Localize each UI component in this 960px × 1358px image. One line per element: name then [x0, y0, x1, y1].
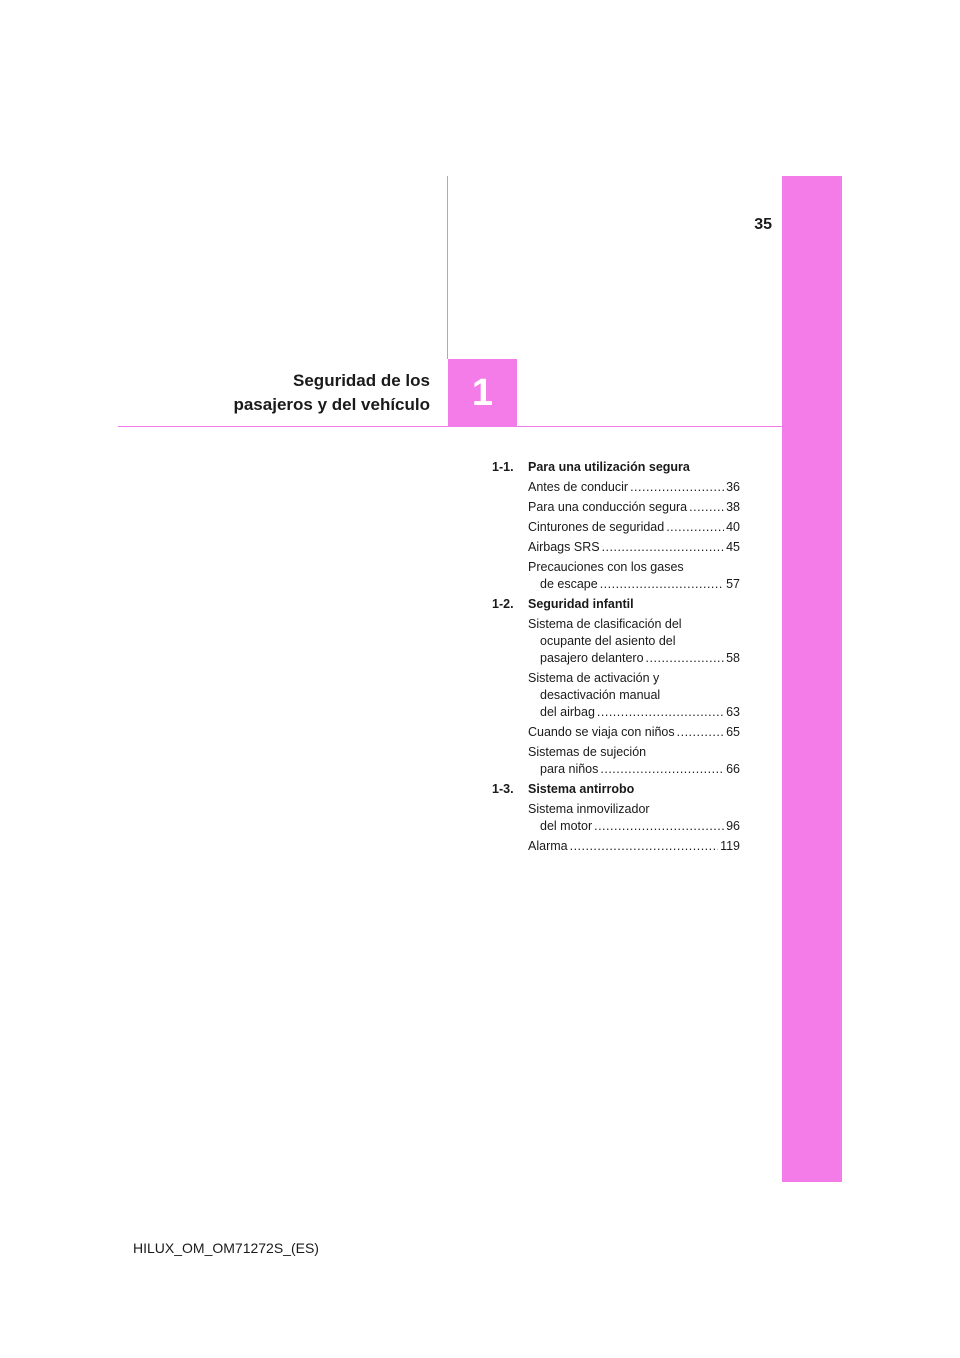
toc-page-number: 57: [726, 577, 740, 591]
toc-entry-text: pasajero delantero: [540, 651, 644, 665]
toc-entry-text: Airbags SRS: [528, 540, 600, 554]
toc-entry-text: para niños: [540, 762, 599, 776]
toc-entry[interactable]: [528, 744, 740, 778]
toc-dot-leader: [594, 818, 724, 835]
toc-entry-text: desactivación manual: [540, 688, 661, 702]
toc-section-title[interactable]: Sistema antirrobo: [528, 782, 635, 796]
toc-entry-row: [528, 519, 740, 536]
toc-entry-row: [528, 761, 740, 778]
toc-entry[interactable]: [528, 801, 740, 835]
chapter-title-line: Seguridad de los: [293, 371, 430, 390]
chapter-number: 1: [471, 371, 494, 414]
toc-entry-text: del motor: [540, 819, 593, 833]
toc-section-number: 1-1.: [492, 460, 514, 474]
toc-entry[interactable]: [528, 838, 740, 855]
toc-entry-row: [528, 479, 740, 496]
toc-page-number: 119: [720, 839, 740, 853]
toc-entry-row: [528, 818, 740, 835]
toc-entry[interactable]: [528, 670, 740, 721]
toc-dot-leader: [602, 539, 725, 556]
toc-entry-text: Sistema de activación y: [528, 671, 660, 685]
table-of-contents: [492, 459, 740, 858]
toc-entry[interactable]: [528, 539, 740, 556]
toc-section-heading: [492, 781, 740, 798]
toc-entry-text: Precauciones con los gases: [528, 560, 684, 574]
toc-section-heading: [492, 459, 740, 476]
toc-page-number: 38: [726, 500, 740, 514]
chapter-title: [233, 369, 430, 417]
toc-entry-row: [528, 724, 740, 741]
toc-page-number: 63: [726, 705, 740, 719]
toc-page-number: 65: [726, 725, 740, 739]
toc-section: [492, 459, 740, 593]
toc-dot-leader: [597, 704, 724, 721]
toc-section-number: 1-3.: [492, 782, 514, 796]
toc-entry[interactable]: [528, 479, 740, 496]
toc-page-number: 66: [726, 762, 740, 776]
toc-dot-leader: [630, 479, 724, 496]
toc-entry[interactable]: [528, 559, 740, 593]
toc-entry[interactable]: [528, 519, 740, 536]
toc-entry-text: Sistema de clasificación del: [528, 617, 682, 631]
toc-entry[interactable]: [528, 616, 740, 667]
toc-entry-row: [528, 539, 740, 556]
toc-dot-leader: [600, 576, 724, 593]
toc-entry-text: Sistemas de sujeción: [528, 745, 647, 759]
toc-entry-text: de escape: [540, 577, 598, 591]
chapter-number-box: [448, 359, 517, 427]
toc-dot-leader: [689, 499, 724, 516]
chapter-side-tab: [782, 176, 842, 1182]
page-number: 35: [754, 216, 772, 233]
toc-entry-text: Para una conducción segura: [528, 500, 688, 514]
toc-dot-leader: [570, 838, 718, 855]
toc-entry-row: [528, 704, 740, 721]
toc-entry-text: Alarma: [528, 839, 568, 853]
toc-dot-leader: [646, 650, 725, 667]
toc-entry-text: Cuando se viaja con niños: [528, 725, 675, 739]
toc-page-number: 96: [726, 819, 740, 833]
toc-entry-text: Sistema inmovilizador: [528, 802, 650, 816]
toc-entry-row: [528, 576, 740, 593]
toc-section-title[interactable]: Para una utilización segura: [528, 460, 690, 474]
toc-section: [492, 781, 740, 855]
toc-page-number: 40: [726, 520, 740, 534]
document-code: HILUX_OM_OM71272S_(ES): [133, 1240, 319, 1256]
toc-entry-text: Cinturones de seguridad: [528, 520, 665, 534]
chapter-title-line: pasajeros y del vehículo: [233, 395, 430, 414]
toc-page-number: 36: [726, 480, 740, 494]
toc-page-number: 45: [726, 540, 740, 554]
toc-page-number: 58: [726, 651, 740, 665]
toc-entry-row: [528, 838, 740, 855]
toc-section: [492, 596, 740, 778]
toc-dot-leader: [677, 724, 724, 741]
toc-dot-leader: [666, 519, 724, 536]
toc-entry-text: ocupante del asiento del: [540, 634, 676, 648]
toc-section-heading: [492, 596, 740, 613]
toc-section-title[interactable]: Seguridad infantil: [528, 597, 634, 611]
toc-entry[interactable]: [528, 724, 740, 741]
toc-entry-row: [528, 499, 740, 516]
toc-entry-row: [528, 650, 740, 667]
toc-entry[interactable]: [528, 499, 740, 516]
toc-section-number: 1-2.: [492, 597, 514, 611]
chapter-vertical-rule: [447, 176, 448, 359]
toc-entry-text: del airbag: [540, 705, 595, 719]
toc-entry-text: Antes de conducir: [528, 480, 629, 494]
toc-dot-leader: [600, 761, 724, 778]
